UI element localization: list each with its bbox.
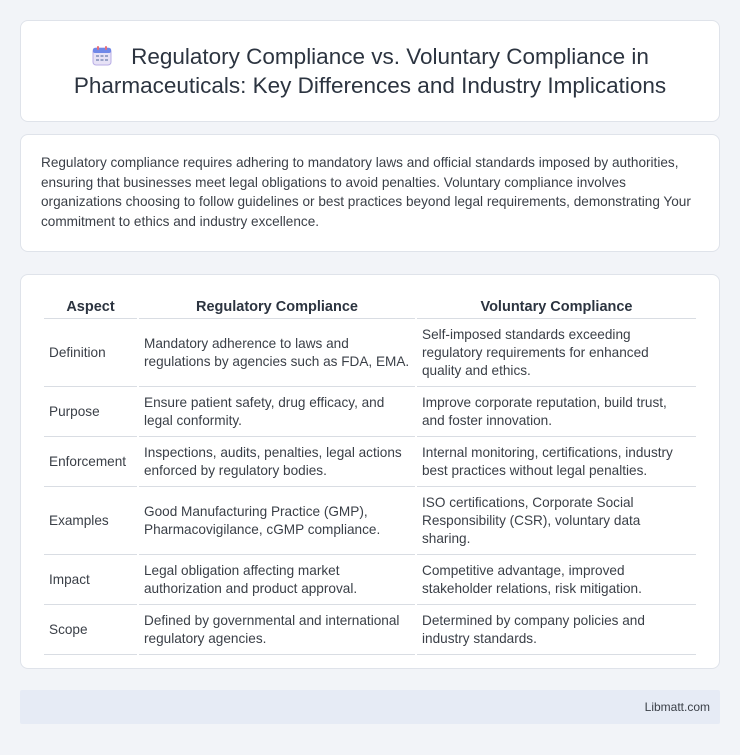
intro-card [20,134,720,252]
table-row [44,605,696,655]
row-aspect: Definition [44,319,137,387]
row-regulatory: Good Manufacturing Practice (GMP), Pharmacovigilance, cGMP compliance. [139,487,415,555]
header-aspect: Aspect [44,295,137,319]
calendar-icon [91,45,113,67]
row-voluntary: Determined by company policies and industry standards. [417,605,696,655]
table-header-row [44,295,696,319]
row-aspect: Enforcement [44,437,137,487]
row-regulatory: Defined by governmental and international regulatory agencies. [139,605,415,655]
row-aspect: Scope [44,605,137,655]
header-voluntary: Voluntary Compliance [417,295,696,319]
footer-bar [20,690,720,724]
page-title [41,42,699,100]
table-row [44,437,696,487]
comparison-table [42,295,698,655]
row-voluntary: Improve corporate reputation, build trust, and foster innovation. [417,387,696,437]
title-card [20,20,720,122]
row-regulatory: Legal obligation affecting market authorization and product approval. [139,555,415,605]
table-row [44,319,696,387]
footer-brand-link[interactable]: Libmatt.com [644,700,710,714]
header-regulatory: Regulatory Compliance [139,295,415,319]
row-voluntary: ISO certifications, Corporate Social Responsibility (CSR), voluntary data sharing. [417,487,696,555]
row-aspect: Examples [44,487,137,555]
table-row [44,555,696,605]
row-voluntary: Competitive advantage, improved stakeholder relations, risk mitigation. [417,555,696,605]
row-aspect: Purpose [44,387,137,437]
row-voluntary: Self-imposed standards exceeding regulatory requirements for enhanced quality and ethics. [417,319,696,387]
comparison-card [20,274,720,669]
row-voluntary: Internal monitoring, certifications, industry best practices without legal penalties. [417,437,696,487]
row-regulatory: Mandatory adherence to laws and regulations by agencies such as FDA, EMA. [139,319,415,387]
table-row [44,387,696,437]
row-aspect: Impact [44,555,137,605]
table-row [44,487,696,555]
page-title-text: Regulatory Compliance vs. Voluntary Compliance in Pharmaceuticals: Key Differences and Industry Implications [73,44,667,98]
intro-paragraph: Regulatory compliance requires adhering to mandatory laws and official standards imposed by authorities, ensuring that businesses meet legal obligations to avoid penalties. Voluntary compliance involves organizations choosing to follow guidelines or best practices beyond legal requirements, demonstrating Your commitment to ethics and industry excellence. [41,155,691,229]
row-regulatory: Ensure patient safety, drug efficacy, and legal conformity. [139,387,415,437]
row-regulatory: Inspections, audits, penalties, legal actions enforced by regulatory bodies. [139,437,415,487]
